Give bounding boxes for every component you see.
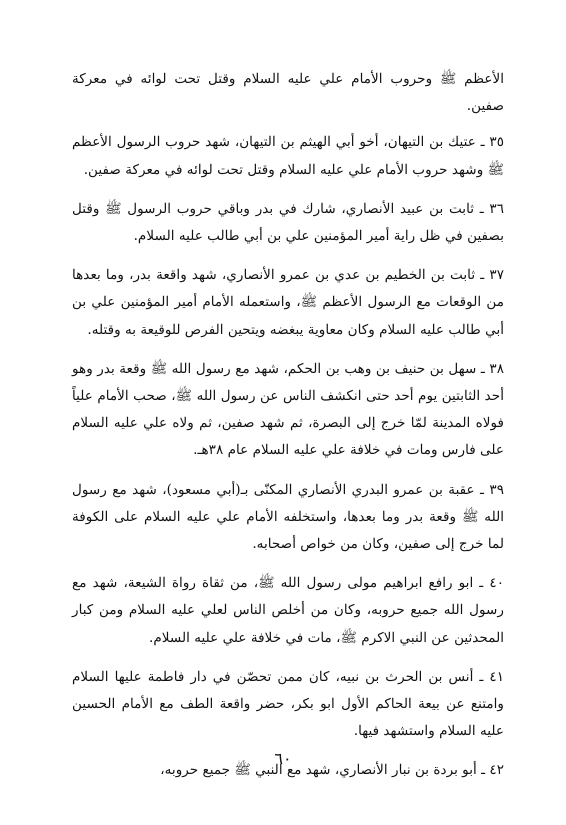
page-body xyxy=(72,66,504,779)
paragraph-entry-38: ٣٨ ـ سهل بن حنيف بن وهب بن الحكم، شهد مع رسول الله ﷺ وقعة بدر وهو أحد الثابتين يوم أحد حتى انكشف الناس عن رسول الله ﷺ، صحب الأمام علياً فولاه المدينة لمّا خرج إلى البصرة، ثم شهد صفين، ثم ولاه علي عليه السلام على فارس ومات في خلافة علي عليه السلام عام ٣٨هـ. xyxy=(72,360,504,459)
paragraph-entry-35: ٣٥ ـ عتيك بن التيهان، أخو أبي الهيثم بن التيهان، شهد حروب الرسول الأعظم ﷺ وشهد حروب الأمام علي عليه السلام وقتل تحت لوائه في معركة صفين. xyxy=(72,134,504,178)
page-number: ٦٠ xyxy=(274,749,292,768)
paragraph-continuation: الأعظم ﷺ وحروب الأمام علي عليه السلام وقتل تحت لوائه في معركة صفين. xyxy=(72,71,504,115)
paragraph-entry-39: ٣٩ ـ عقبة بن عمرو البدري الأنصاري المكنّى بـ(أبي مسعود)، شهد مع رسول الله ﷺ وقعة بدر وما بعدها، واستخلفه الأمام علي عليه السلام على الكوفة لما خرج إلى صفين، وكان من خواص أصحابه. xyxy=(72,481,504,553)
paragraph-entry-42: ٤٢ ـ أبو بردة بن نبار الأنصاري، شهد مع النبي ﷺ جميع حروبه، xyxy=(160,762,504,779)
paragraph-entry-41: ٤١ ـ أنس بن الحرث بن نبيه، كان ممن تحصّن في دار فاطمة عليها السلام وامتنع عن بيعة الحاكم الأول ابو بكر، حضر واقعة الطف مع الأمام الحسين عليه السلام واستشهد فيها. xyxy=(72,668,504,740)
paragraph-entry-37: ٣٧ ـ ثابت بن الخطيم بن عدي بن عمرو الأنصاري، شهد واقعة بدر، وما بعدها من الوقعات مع الرسول الأعظم ﷺ، واستعمله الأمام أمير المؤمنين علي بن أبي طالب عليه السلام وكان معاوية يبغضه ويتحين الفرص للوقيعة به وقتله. xyxy=(72,267,504,338)
paragraph-entry-40: ٤٠ ـ ابو رافع ابراهيم مولى رسول الله ﷺ، من ثقاة رواة الشيعة، شهد مع رسول الله جميع حروبه، وكان من أخلص الناس لعلي عليه السلام ومن كبار المحدثين عن النبي الاكرم ﷺ، مات في خلافة علي عليه السلام. xyxy=(72,575,504,646)
paragraph-entry-36: ٣٦ ـ ثابت بن عبيد الأنصاري، شارك في بدر وباقي حروب الرسول ﷺ وقتل بصفين في ظل راية أمير المؤمنين علي بن أبي طالب عليه السلام. xyxy=(72,200,504,245)
